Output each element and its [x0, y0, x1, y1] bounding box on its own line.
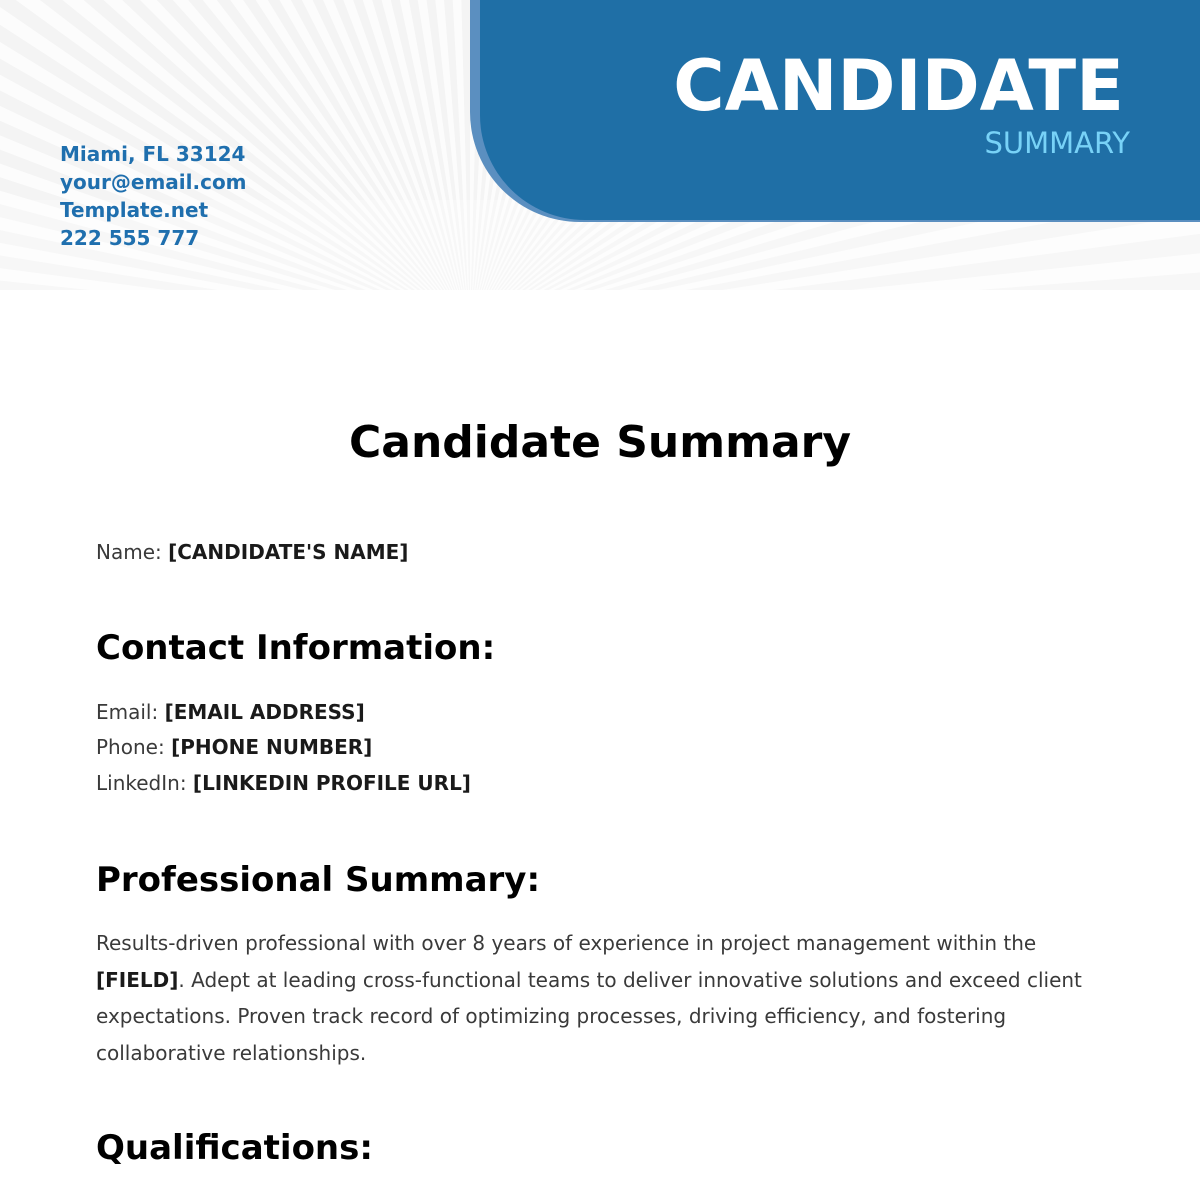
field-placeholder: [FIELD]	[96, 967, 179, 992]
header-email: your@email.com	[60, 170, 247, 194]
summary-text-end: . Adept at leading cross-functional teams to deliver innovative solutions and exceed client expectations. Proven track record of optimizing processes, driving efficiency, and fostering collaborative relationships.	[96, 967, 1082, 1065]
summary-text-start: Results-driven professional with over 8 years of experience in project management within the	[96, 931, 1037, 955]
linkedin-value: [LINKEDIN PROFILE URL]	[192, 771, 471, 795]
qualifications-heading: Qualifications:	[96, 1128, 373, 1168]
summary-heading: Professional Summary:	[96, 860, 541, 900]
email-line	[96, 694, 365, 730]
header-contact-block	[60, 140, 247, 252]
linkedin-line	[96, 765, 471, 801]
banner-title: CANDIDATE	[673, 45, 1124, 127]
header-phone: 222 555 777	[60, 226, 200, 250]
email-label: Email:	[96, 700, 165, 724]
header-address: Miami, FL 33124	[60, 142, 246, 166]
banner-subtitle: SUMMARY	[984, 126, 1130, 160]
contact-heading: Contact Information:	[96, 628, 496, 668]
document-title: Candidate Summary	[348, 417, 852, 468]
linkedin-label: LinkedIn:	[96, 771, 193, 795]
phone-line	[96, 729, 372, 765]
email-value: [EMAIL ADDRESS]	[164, 700, 365, 724]
name-line	[96, 534, 408, 570]
name-label: Name:	[96, 540, 169, 564]
header-band	[0, 0, 1200, 290]
header-website: Template.net	[60, 198, 209, 222]
phone-value: [PHONE NUMBER]	[171, 735, 373, 759]
name-value: [CANDIDATE'S NAME]	[168, 540, 409, 564]
summary-paragraph	[96, 925, 1106, 1071]
phone-label: Phone:	[96, 735, 172, 759]
